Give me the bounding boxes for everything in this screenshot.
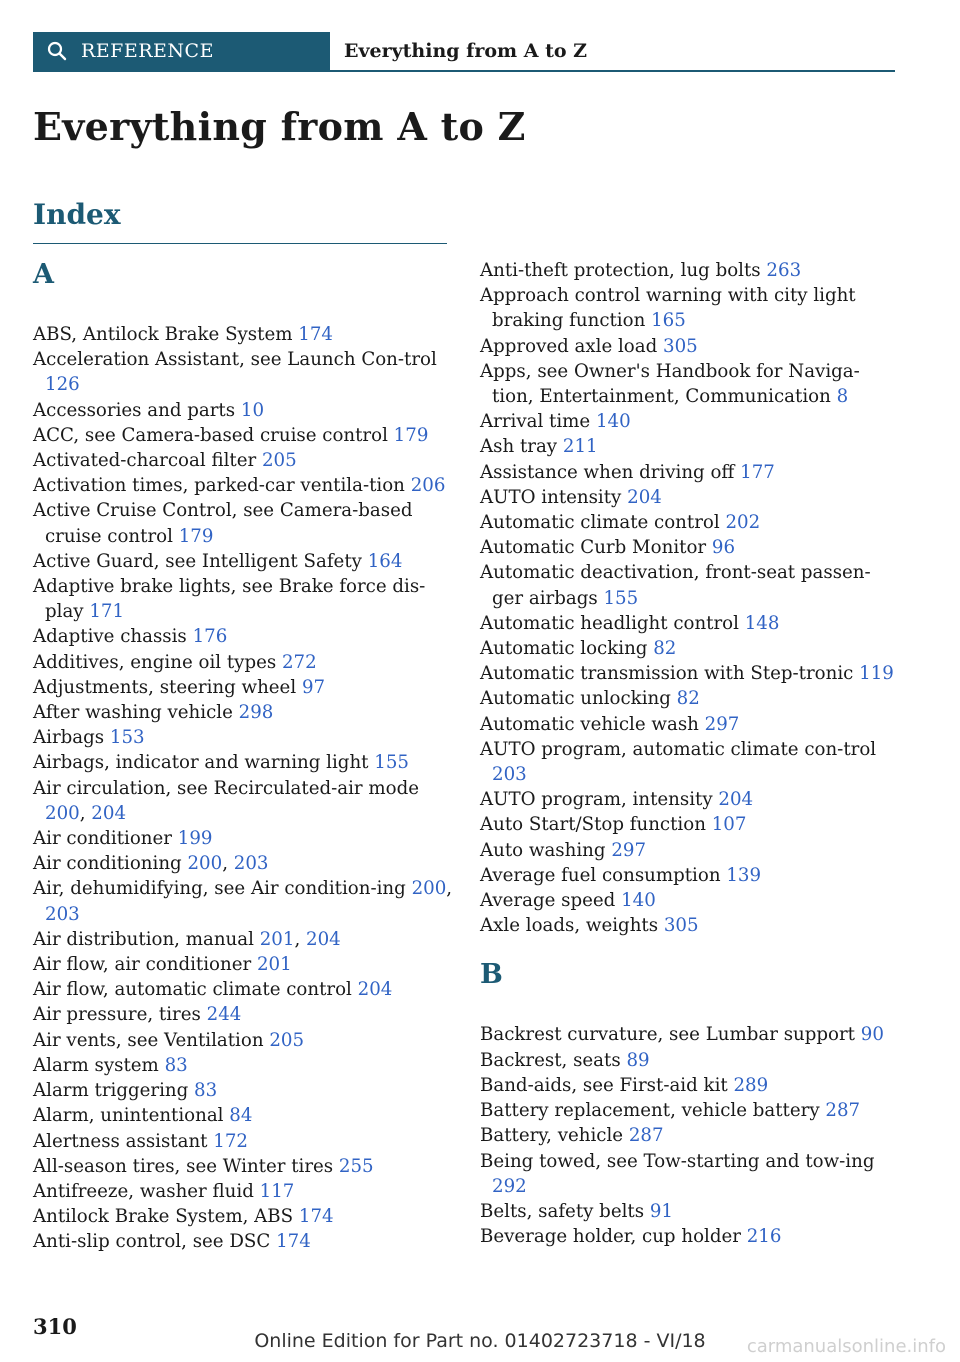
index-entry: [480, 686, 900, 711]
index-entry-term: Adjustments, steering wheel: [33, 676, 302, 698]
index-entry: [33, 1103, 453, 1128]
index-entry-term: Auto washing: [480, 839, 612, 861]
page-link[interactable]: 97: [301, 676, 326, 698]
index-entry: [480, 1098, 900, 1123]
index-entry: [480, 812, 900, 837]
index-entry-term: Air flow, automatic climate control: [33, 979, 358, 1001]
index-entry: [33, 1078, 453, 1103]
page-link[interactable]: 139: [726, 864, 762, 886]
page-link[interactable]: 140: [621, 890, 656, 912]
index-entry-term: Air distribution, manual: [33, 928, 260, 950]
page-link[interactable]: 119: [859, 663, 894, 685]
page-link[interactable]: 200: [45, 802, 80, 824]
index-entry: [480, 737, 900, 787]
index-entry-term: Arrival time: [480, 411, 596, 433]
index-entry-term: Air flow, air conditioner: [33, 954, 257, 976]
index-entry-term: Air vents, see Ventilation: [33, 1029, 270, 1051]
page-link[interactable]: 204: [718, 789, 754, 811]
index-entry: Air circulation, see Recirculated-air mode 200, 204: [33, 777, 419, 824]
index-entry: [33, 1028, 453, 1053]
page-link[interactable]: 287: [825, 1100, 861, 1122]
index-entry: Air, dehumidifying, see Air condition‐ing 200, 203: [33, 878, 453, 925]
index-entry: [33, 322, 453, 347]
page-link[interactable]: 200: [411, 878, 447, 900]
page-link[interactable]: 174: [298, 324, 333, 345]
index-entry: [33, 675, 453, 700]
page-link[interactable]: 177: [740, 461, 775, 483]
index-entry-term: Automatic transmission with Step‐tronic: [480, 663, 860, 685]
edition-footer: Online Edition for Part no. 01402723718 - VI/18: [254, 1330, 706, 1352]
index-entry: [33, 1154, 453, 1179]
index-entry-term: Automatic deactivation, front-seat passen‐ger airbags: [480, 562, 871, 609]
index-entry: [480, 712, 900, 737]
page-link[interactable]: 255: [338, 1155, 374, 1177]
page-link[interactable]: 297: [704, 713, 740, 735]
index-entry-term: Alarm, unintentional: [33, 1105, 230, 1127]
index-entry-term: Air circulation, see Recirculated-air mode: [33, 777, 419, 799]
index-entry-term: Air pressure, tires: [33, 1004, 207, 1026]
index-entry: [480, 888, 900, 913]
index-entry-term: Air, dehumidifying, see Air condition‐ing: [33, 878, 412, 900]
page-link[interactable]: 179: [393, 424, 429, 446]
index-entry: [480, 1149, 900, 1199]
search-icon: [47, 41, 67, 61]
page-link[interactable]: 155: [374, 752, 409, 774]
page-link[interactable]: 148: [744, 612, 780, 634]
page-link[interactable]: 201: [256, 954, 292, 976]
index-entry-term: Average speed: [480, 890, 622, 912]
section-tab-label: REFERENCE: [81, 40, 214, 62]
page-link[interactable]: 206: [410, 475, 446, 497]
page-link[interactable]: 153: [109, 727, 145, 749]
index-entry-term: Approach control warning with city light braking function: [480, 285, 856, 332]
index-entry: [480, 283, 900, 333]
page-link[interactable]: 165: [651, 310, 686, 332]
page-link[interactable]: 204: [627, 486, 662, 508]
page-link[interactable]: 298: [238, 702, 274, 724]
index-entry-term: AUTO intensity: [480, 486, 628, 508]
index-entry: [480, 661, 900, 686]
index-entry-term: Adaptive chassis: [33, 626, 193, 648]
page-link[interactable]: 205: [261, 450, 297, 472]
page-link[interactable]: 205: [269, 1029, 305, 1051]
index-entry: [480, 913, 900, 938]
index-entry-term: Active Cruise Control, see Camera-based cruise control: [33, 500, 413, 547]
index-entry: [480, 409, 900, 434]
index-entry-term: Ash tray: [480, 436, 563, 458]
index-entry: [480, 560, 900, 610]
index-entry: [33, 448, 453, 473]
page-link[interactable]: 203: [233, 853, 269, 875]
page-link[interactable]: 204: [357, 979, 393, 1001]
page-link[interactable]: 10: [240, 399, 265, 421]
page-link[interactable]: 171: [89, 601, 125, 623]
page-link[interactable]: 244: [206, 1004, 242, 1026]
page-link[interactable]: 202: [725, 512, 761, 534]
index-entry: [480, 1048, 900, 1073]
page-link[interactable]: 203: [45, 903, 80, 925]
index-entry-term: Active Guard, see Intelligent Safety: [33, 550, 368, 572]
index-entry: [33, 624, 453, 649]
index-entry-term: After washing vehicle: [33, 702, 239, 724]
page-link[interactable]: 272: [281, 651, 317, 673]
index-entry: [33, 1179, 453, 1204]
index-entry-term: Battery, vehicle: [480, 1125, 629, 1147]
index-entry: [480, 611, 900, 636]
page-number: 310: [33, 1314, 77, 1339]
index-entry: [480, 485, 900, 510]
page-link[interactable]: 83: [194, 1080, 218, 1102]
index-entry: [33, 750, 453, 775]
index-entry-term: Adaptive brake lights, see Brake force dis‐play: [33, 576, 426, 623]
index-entry-term: Backrest, seats: [480, 1049, 627, 1071]
index-entry-term: Automatic climate control: [480, 512, 726, 534]
index-entry-term: Alertness assistant: [33, 1130, 214, 1152]
page-link[interactable]: 155: [603, 587, 639, 609]
index-entry-term: Belts, safety belts: [480, 1200, 650, 1222]
page-title: Everything from A to Z: [33, 104, 526, 149]
index-entry: [480, 258, 900, 283]
index-entry-term: Auto Start/Stop function: [480, 814, 712, 836]
index-entry: Air conditioning 200, 203: [33, 853, 269, 875]
page-link[interactable]: 140: [595, 411, 631, 433]
index-entry-term: Average fuel consumption: [480, 864, 727, 886]
page-link[interactable]: 83: [164, 1054, 188, 1076]
page-link[interactable]: 126: [45, 374, 80, 396]
index-entry-term: Approved axle load: [480, 335, 664, 357]
index-entry: [33, 423, 453, 448]
page-link[interactable]: 172: [213, 1130, 248, 1152]
index-letter-heading: A: [33, 259, 54, 290]
index-entry-term: Backrest curvature, see Lumbar support: [480, 1024, 861, 1046]
index-entry-term: Beverage holder, cup holder: [480, 1226, 747, 1248]
index-entry: [33, 1053, 453, 1078]
index-entry: [33, 952, 453, 977]
index-entry-term: Accessories and parts: [33, 399, 241, 421]
index-entry-term: AUTO program, intensity: [480, 789, 719, 811]
index-entry-term: Band-aids, see First-aid kit: [480, 1074, 734, 1096]
page-link[interactable]: 89: [626, 1049, 650, 1071]
page-link[interactable]: 82: [676, 688, 700, 710]
index-entry: [33, 977, 453, 1002]
page-link[interactable]: 96: [711, 537, 736, 559]
index-entry-term: Anti-theft protection, lug bolts: [480, 260, 767, 281]
page-link[interactable]: 216: [746, 1226, 782, 1248]
index-entry: [480, 787, 900, 812]
index-entry: [480, 460, 900, 485]
index-entry-term: Anti-slip control, see DSC: [33, 1231, 277, 1253]
index-entry-term: Automatic unlocking: [480, 688, 677, 710]
index-entry-term: Acceleration Assistant, see Launch Con‐trol: [33, 349, 437, 371]
page-link[interactable]: 174: [276, 1231, 311, 1253]
page-link[interactable]: 117: [259, 1180, 295, 1202]
index-entry: [33, 1002, 453, 1027]
index-entry: [480, 434, 900, 459]
page-link[interactable]: 82: [653, 638, 677, 660]
page-header: [33, 32, 895, 72]
page-link[interactable]: 179: [178, 525, 214, 547]
index-entry-term: Activation times, parked-car ventila‐tion: [33, 475, 411, 497]
index-entry-term: Battery replacement, vehicle battery: [480, 1100, 826, 1122]
watermark: carmanualsonline.info: [746, 1336, 946, 1357]
page-link[interactable]: 305: [663, 915, 699, 937]
index-entry: [33, 700, 453, 725]
index-entry-term: Airbags: [33, 727, 110, 749]
index-entry: [33, 725, 453, 750]
index-entry: [480, 334, 900, 359]
index-entry-term: Airbags, indicator and warning light: [33, 752, 375, 774]
index-entry: [480, 1073, 900, 1098]
index-entry: [480, 510, 900, 535]
page-link[interactable]: 204: [91, 802, 127, 824]
index-entry-term: Air conditioner: [33, 828, 178, 850]
index-entry: [480, 1022, 900, 1047]
index-entry: [480, 838, 900, 863]
page-link[interactable]: 174: [298, 1206, 334, 1228]
index-entry: [33, 1129, 453, 1154]
index-entry-term: Antifreeze, washer fluid: [33, 1180, 260, 1202]
index-entry-term: Being towed, see Tow-starting and tow‐ing: [480, 1150, 875, 1172]
page-link[interactable]: 176: [192, 626, 228, 648]
section-tab: [33, 32, 330, 70]
page-link[interactable]: 297: [611, 839, 647, 861]
index-entry: [33, 1204, 453, 1229]
index-entry-term: Automatic Curb Monitor: [480, 537, 712, 559]
index-entry-term: Apps, see Owner's Handbook for Naviga‐tion, Entertainment, Communication: [480, 360, 860, 408]
index-entry-term: Automatic locking: [480, 638, 654, 660]
index-entry-term: Assistance when driving off: [480, 461, 741, 483]
page-link[interactable]: 90: [860, 1024, 884, 1046]
index-entry: [480, 359, 900, 409]
header-title: Everything from A to Z: [344, 40, 588, 62]
page-link[interactable]: 292: [492, 1175, 527, 1197]
index-entry: [480, 1199, 900, 1224]
index-entry-term: ABS, Antilock Brake System: [33, 324, 299, 345]
page-link[interactable]: 91: [649, 1200, 673, 1222]
index-entry: [480, 535, 900, 560]
index-entry: [480, 1123, 900, 1148]
page-link[interactable]: 289: [733, 1074, 769, 1096]
page-link[interactable]: 263: [766, 260, 802, 281]
index-entry-term: AUTO program, automatic climate con‐trol: [480, 738, 877, 760]
page-link[interactable]: 107: [711, 814, 747, 836]
index-heading: Index: [33, 198, 121, 231]
index-letter-heading: B: [480, 959, 503, 991]
index-entry: [480, 863, 900, 888]
page-link[interactable]: 8: [836, 386, 849, 408]
index-entry-term: Antilock Brake System, ABS: [33, 1206, 299, 1228]
index-entry-term: Additives, engine oil types: [33, 651, 282, 673]
page-link[interactable]: 211: [562, 436, 598, 458]
index-entry: Air distribution, manual 201, 204: [33, 928, 341, 950]
index-column-right: [480, 258, 900, 1249]
index-entry-term: Alarm triggering: [33, 1080, 195, 1102]
page-link[interactable]: 204: [306, 928, 341, 950]
index-entry: [33, 1229, 453, 1254]
page-link[interactable]: 305: [663, 335, 698, 357]
page-link[interactable]: 287: [628, 1125, 664, 1147]
index-entry: [33, 347, 453, 397]
index-entry-term: Axle loads, weights: [480, 915, 664, 937]
index-divider: [33, 243, 447, 244]
index-entry: [480, 636, 900, 661]
page-link[interactable]: 164: [367, 550, 403, 572]
index-entry: [33, 650, 453, 675]
index-entry: [33, 574, 453, 624]
page-link[interactable]: 199: [177, 828, 213, 850]
index-entry-term: All-season tires, see Winter tires: [33, 1155, 339, 1177]
page-link[interactable]: 84: [229, 1105, 253, 1127]
index-entry: [33, 398, 453, 423]
index-entry: [33, 826, 453, 851]
index-entry-term: Air conditioning: [33, 853, 188, 875]
index-entry: [480, 1224, 900, 1249]
page-link[interactable]: 203: [492, 764, 527, 786]
index-entry-term: Activated-charcoal filter: [33, 450, 262, 472]
index-entry-term: Automatic vehicle wash: [480, 713, 705, 735]
index-entry-term: ACC, see Camera-based cruise control: [33, 424, 394, 446]
index-entry-term: Alarm system: [33, 1054, 165, 1076]
index-entry: [33, 473, 453, 498]
page-link[interactable]: 201: [259, 928, 295, 950]
index-entry-term: Automatic headlight control: [480, 612, 745, 634]
index-column-left: [33, 258, 453, 1255]
index-entry: [33, 498, 453, 548]
page-link[interactable]: 200: [187, 853, 223, 875]
index-entry: [33, 549, 453, 574]
